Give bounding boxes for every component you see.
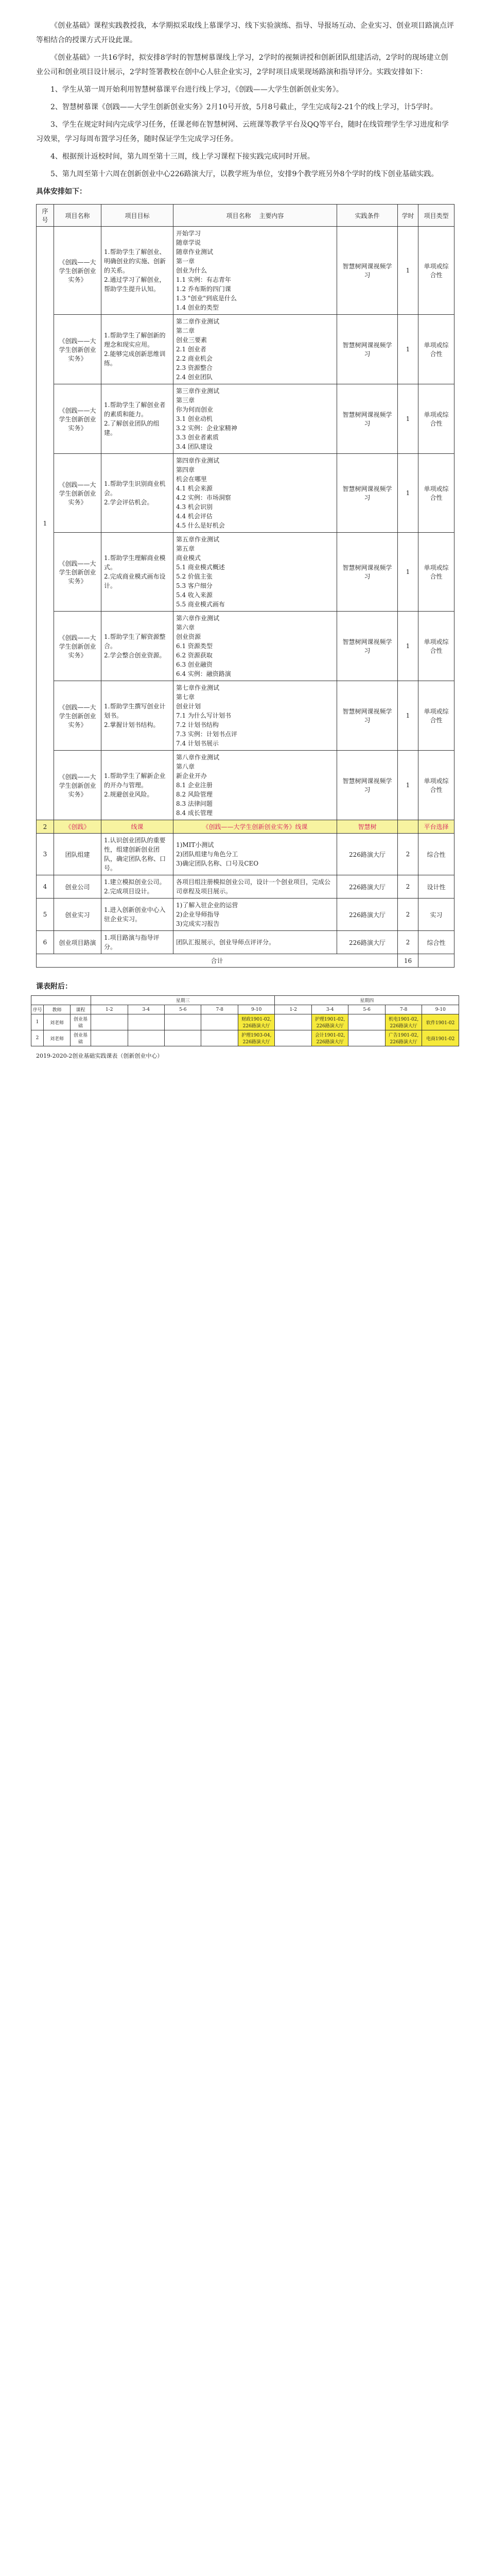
project-name: 《创践——大学生创新创业实务》 (54, 612, 101, 681)
schedule-cell: 护理1903-04, 226路演大厅 (238, 1030, 274, 1046)
project-goal: 1.帮助学生了解创业者的素质和能力。 2.了解创业团队的组建。 (101, 384, 173, 454)
header-cell: 项目类型 (418, 205, 454, 227)
schedule-cell (91, 1030, 128, 1046)
table-row (37, 681, 454, 751)
hours: 2 (398, 931, 418, 954)
table-row (37, 875, 454, 899)
project-name: 《创践——大学生创新创业实务》 (54, 454, 101, 533)
schedule-cell (128, 1030, 164, 1046)
schedule-footer: 2019-2020-2创业基础实践课表（创新创业中心） (36, 1053, 163, 1059)
hours: 1 (398, 612, 418, 681)
intro-paragraph: 《创业基础》一共16学时，拟安排8学时的智慧树慕课线上学习，2学时的视频讲授和创新团队组建活动，2学时的现场建立创业公司和创业项目设计展示，2学时签署教校在创中心人驻企业实习，2学时项目成果现场路演和指导评分。实践安排如下： (36, 54, 448, 76)
schedule-header: 7-8 (385, 1005, 422, 1014)
project-name: 《创践——大学生创新创业实务》 (54, 533, 101, 612)
schedule-header: 9-10 (238, 1005, 274, 1014)
practice-condition: 智慧树网课视频学习 (337, 227, 398, 315)
table-row (37, 751, 454, 820)
hours: 1 (398, 315, 418, 384)
project-content: 第三章作业测试 第三章 你为何而创业 3.1 创业动机 3.2 实例：企业家精神 3.3 创业者素质 3.4 团队建设 (173, 384, 337, 454)
project-content: 开始学习 随章学说 随章作业测试 第一章 创业为什么 1.1 实例：有志青年 1.2 乔布斯的四门课 1.3 "创业"到底是什么 1.4 创业的类型 (173, 227, 337, 315)
schedule-cell (275, 1014, 311, 1030)
schedule-cell (348, 1014, 385, 1030)
project-goal: 1.帮助学生理解商业模式。 2.完成商业模式画布设计。 (101, 533, 173, 612)
practice-condition: 智慧树网课视频学习 (337, 533, 398, 612)
schedule-cell (165, 1014, 201, 1030)
table-row (37, 612, 454, 681)
project-name: 《创践——大学生创新创业实务》 (54, 751, 101, 820)
header-cell: 学时 (398, 205, 418, 227)
table-row (37, 227, 454, 315)
project-content: 第七章作业测试 第七章 创业计划 7.1 为什么写计划书 7.2 计划书结构 7.3 实例：计划书点评 7.4 计划书展示 (173, 681, 337, 751)
table-header-row (37, 205, 454, 227)
schedule-no: 1 (31, 1014, 44, 1030)
schedule-cell: 软件1901-02 (422, 1014, 459, 1030)
table-row (37, 533, 454, 612)
intro-paragraph: 2、智慧树慕课《创践——大学生创新创业实务》2月10号开放，5月8号截止，学生完成每2-21个的线上学习，计5学时。 (50, 103, 437, 111)
project-content: 各项目组注册模拟创业公司，设计一个创业项目，完成公司章程及项目展示。 (173, 875, 337, 899)
highlight-rows (37, 820, 454, 834)
practice-condition: 226路演大厅 (337, 834, 398, 875)
schedule-cell: 广告1901-02, 226路演大厅 (385, 1030, 422, 1046)
table-row (37, 384, 454, 454)
practice-condition: 智慧树网课视频学习 (337, 751, 398, 820)
practice-condition: 智慧树网课视频学习 (337, 681, 398, 751)
project-goal: 1.帮助学生撰写创业计划书。 2.掌握计划书结构。 (101, 681, 173, 751)
schedule-cell (201, 1030, 238, 1046)
row-number: 5 (37, 899, 54, 931)
schedule-header: 课程 (71, 1005, 91, 1014)
schedule-cell (128, 1014, 164, 1030)
schedule-cell: 会计1901-02, 226路演大厅 (311, 1030, 348, 1046)
hours: 2 (398, 899, 418, 931)
project-content: 第五章作业测试 第五章 商业模式 5.1 商业模式概述 5.2 价值主张 5.3 客户细分 5.4 收入来源 5.5 商业模式画布 (173, 533, 337, 612)
total-label: 合计 (37, 954, 398, 968)
attachment-title: 课表附后： (36, 982, 72, 991)
schedule-header: 1-2 (275, 1005, 311, 1014)
project-content: 第六章作业测试 第六章 创业资源 6.1 资源类型 6.2 资源获取 6.3 创业融资 6.4 实例：融资路演 (173, 612, 337, 681)
hours: 1 (398, 227, 418, 315)
table-row (37, 899, 454, 931)
header-cell: 实践条件 (337, 205, 398, 227)
online-rows (37, 227, 454, 820)
schedule-cell: 机电1901-02, 226路演大厅 (385, 1014, 422, 1030)
project-content: 1)MIT小测试 2)团队组建与角色分工 3)确定团队名称、口号及CEO (173, 834, 337, 875)
practice-condition: 智慧树网课视频学习 (337, 612, 398, 681)
table-row (37, 454, 454, 533)
project-name: 《创践——大学生创新创业实务》 (54, 681, 101, 751)
schedule-corner (31, 996, 91, 1005)
project-goal: 1.帮助学生了解新企业的开办与管理。 2.规避创业风险。 (101, 751, 173, 820)
schedule-cell: 财政1901-02, 226路演大厅 (238, 1014, 274, 1030)
hours: 1 (398, 384, 418, 454)
schedule-header: 序号 (31, 1005, 44, 1014)
table-row-highlight (37, 820, 454, 834)
hours: 2 (398, 834, 418, 875)
practice-condition: 智慧树网课视频学习 (337, 454, 398, 533)
intro-paragraph: 《创业基础》课程实践教授我，本学期拟采取线上慕课学习、线下实验演练、指导、导报场互动、企业实习、创业项目路演点评等相结合的授课方式开设此课。 (36, 22, 454, 44)
project-goal: 1.项目路演与指导评分。 (101, 931, 173, 954)
project-type: 综合性 (418, 931, 454, 954)
hours: 1 (398, 533, 418, 612)
hours: 1 (398, 751, 418, 820)
project-type: 综合性 (418, 834, 454, 875)
project-goal: 1.帮助学生了解创业、明确创业的实施、创新的关系。 2.通过学习了解创业，帮助学生提升认知。 (101, 227, 173, 315)
schedule-cell (91, 1014, 128, 1030)
schedule-cell (165, 1030, 201, 1046)
project-goal: 线课 (101, 820, 173, 834)
project-type: 单项或综合性 (418, 454, 454, 533)
project-type: 单项或综合性 (418, 315, 454, 384)
schedule-course: 创业基础 (71, 1014, 91, 1030)
schedule-header: 7-8 (201, 1005, 238, 1014)
schedule-header: 1-2 (91, 1005, 128, 1014)
header-cell: 序号 (37, 205, 54, 227)
schedule-header-row (31, 1005, 459, 1014)
hours: 2 (398, 875, 418, 899)
schedule-cell (201, 1014, 238, 1030)
project-name: 《创践》 (54, 820, 101, 834)
intro-paragraph: 3、学生在规定时间内完成学习任务，任课老师在智慧树网、云班课等教学平台及QQ等平台，随时在线管理学生学习进度和学习效果，学习每周布置学习任务，随时保证学生完成学习任务。 (36, 121, 449, 143)
schedule-day-wed: 星期三 (91, 996, 275, 1005)
project-type: 平台选择 (418, 820, 454, 834)
hours: 1 (398, 681, 418, 751)
schedule-teacher: 刘老师 (44, 1014, 71, 1030)
practice-condition: 226路演大厅 (337, 931, 398, 954)
practice-condition: 智慧树 (337, 820, 398, 834)
project-goal: 1.进入创新创业中心入驻企业实习。 (101, 899, 173, 931)
row-number: 4 (37, 875, 54, 899)
project-type: 设计性 (418, 875, 454, 899)
header-cell: 项目名称 主要内容 (173, 205, 337, 227)
practice-table (36, 204, 454, 968)
schedule-cell: 护理1901-02, 226路演大厅 (311, 1014, 348, 1030)
schedule-header: 教师 (44, 1005, 71, 1014)
project-name: 创业项目路演 (54, 931, 101, 954)
row-number: 2 (37, 820, 54, 834)
schedule-header: 5-6 (348, 1005, 385, 1014)
total-empty (418, 954, 454, 968)
table-row (37, 834, 454, 875)
schedule-header: 5-6 (165, 1005, 201, 1014)
practice-condition: 智慧树网课视频学习 (337, 315, 398, 384)
project-name: 《创践——大学生创新创业实务》 (54, 315, 101, 384)
header-cell: 项目目标 (101, 205, 173, 227)
project-content: 第四章作业测试 第四章 机会在哪里 4.1 机会来源 4.2 实例：市场洞察 4.3 机会识别 4.4 机会评估 4.5 什么是好机会 (173, 454, 337, 533)
project-type: 单项或综合性 (418, 227, 454, 315)
project-type: 单项或综合性 (418, 751, 454, 820)
project-type: 单项或综合性 (418, 612, 454, 681)
offline-rows (37, 834, 454, 954)
project-goal: 1.帮助学生识别商业机会。 2.学会评估机会。 (101, 454, 173, 533)
schedule-no: 2 (31, 1030, 44, 1046)
hours: 1 (398, 454, 418, 533)
row-number: 1 (37, 227, 54, 820)
project-type: 实习 (418, 899, 454, 931)
project-name: 《创践——大学生创新创业实务》 (54, 384, 101, 454)
table-row (37, 315, 454, 384)
total-row (37, 954, 454, 968)
project-goal: 1.建立模拟创业公司。 2.完成项目设计。 (101, 875, 173, 899)
row-number: 6 (37, 931, 54, 954)
practice-condition: 智慧树网课视频学习 (337, 384, 398, 454)
project-name: 《创践——大学生创新创业实务》 (54, 227, 101, 315)
project-content: 1)了解入驻企业的运营 2)企业导师指导 3)完成实习报告 (173, 899, 337, 931)
schedule-group-row (31, 996, 459, 1005)
schedule-header: 3-4 (128, 1005, 164, 1014)
schedule-cell: 电商1901-02 (422, 1030, 459, 1046)
schedule-course: 创业基础 (71, 1030, 91, 1046)
schedule-row (31, 1014, 459, 1030)
practice-condition: 226路演大厅 (337, 899, 398, 931)
total-hours: 16 (398, 954, 418, 968)
plan-title: 具体安排如下： (36, 188, 86, 196)
project-content: 团队汇报展示，创业导师点评评分。 (173, 931, 337, 954)
header-cell: 项目名称 (54, 205, 101, 227)
intro-section (0, 0, 490, 199)
project-content: 第二章作业测试 第二章 创业三要素 2.1 创业者 2.2 商业机会 2.3 资源整合 2.4 创业团队 (173, 315, 337, 384)
schedule-table (31, 995, 459, 1046)
schedule-day-thu: 星期四 (275, 996, 459, 1005)
table-row (37, 931, 454, 954)
project-goal: 1.帮助学生了解创新的理念和现实应用。 2.能够完成创新思维训练。 (101, 315, 173, 384)
practice-condition: 226路演大厅 (337, 875, 398, 899)
hours (398, 820, 418, 834)
project-name: 创业实习 (54, 899, 101, 931)
intro-paragraph: 1、学生从第一周开始利用智慧树慕课平台进行线上学习，《创践——大学生创新创业实务》。 (50, 86, 343, 94)
row-number: 3 (37, 834, 54, 875)
schedule-cell (348, 1030, 385, 1046)
project-goal: 1.帮助学生了解资源整合。 2.学会整合创业资源。 (101, 612, 173, 681)
project-type: 单项或综合性 (418, 533, 454, 612)
project-type: 单项或综合性 (418, 384, 454, 454)
schedule-header: 9-10 (422, 1005, 459, 1014)
project-content: 《创践——大学生创新创业实务》线课 (173, 820, 337, 834)
schedule-cell (275, 1030, 311, 1046)
schedule-rows (31, 1014, 459, 1046)
project-content: 第八章作业测试 第八章 新企业开办 8.1 企业注册 8.2 风险管理 8.3 法律问题 8.4 成长管理 (173, 751, 337, 820)
schedule-row (31, 1030, 459, 1046)
schedule-teacher: 刘老师 (44, 1030, 71, 1046)
intro-paragraph: 5、第九周至第十六周在创新创业中心226路演大厅，以教学班为单位，安排9个教学班另外8个学时的线下创业基础实践。 (50, 170, 439, 178)
project-name: 创业公司 (54, 875, 101, 899)
project-goal: 1.认识创业团队的重要性，组建创新创业团队，确定团队名称、口号。 (101, 834, 173, 875)
schedule-header: 3-4 (311, 1005, 348, 1014)
project-type: 单项或综合性 (418, 681, 454, 751)
project-name: 团队组建 (54, 834, 101, 875)
intro-paragraph: 4、根据预计返校时间，第九周至第十三周，线上学习课程下接实践完成同时开展。 (50, 152, 314, 161)
